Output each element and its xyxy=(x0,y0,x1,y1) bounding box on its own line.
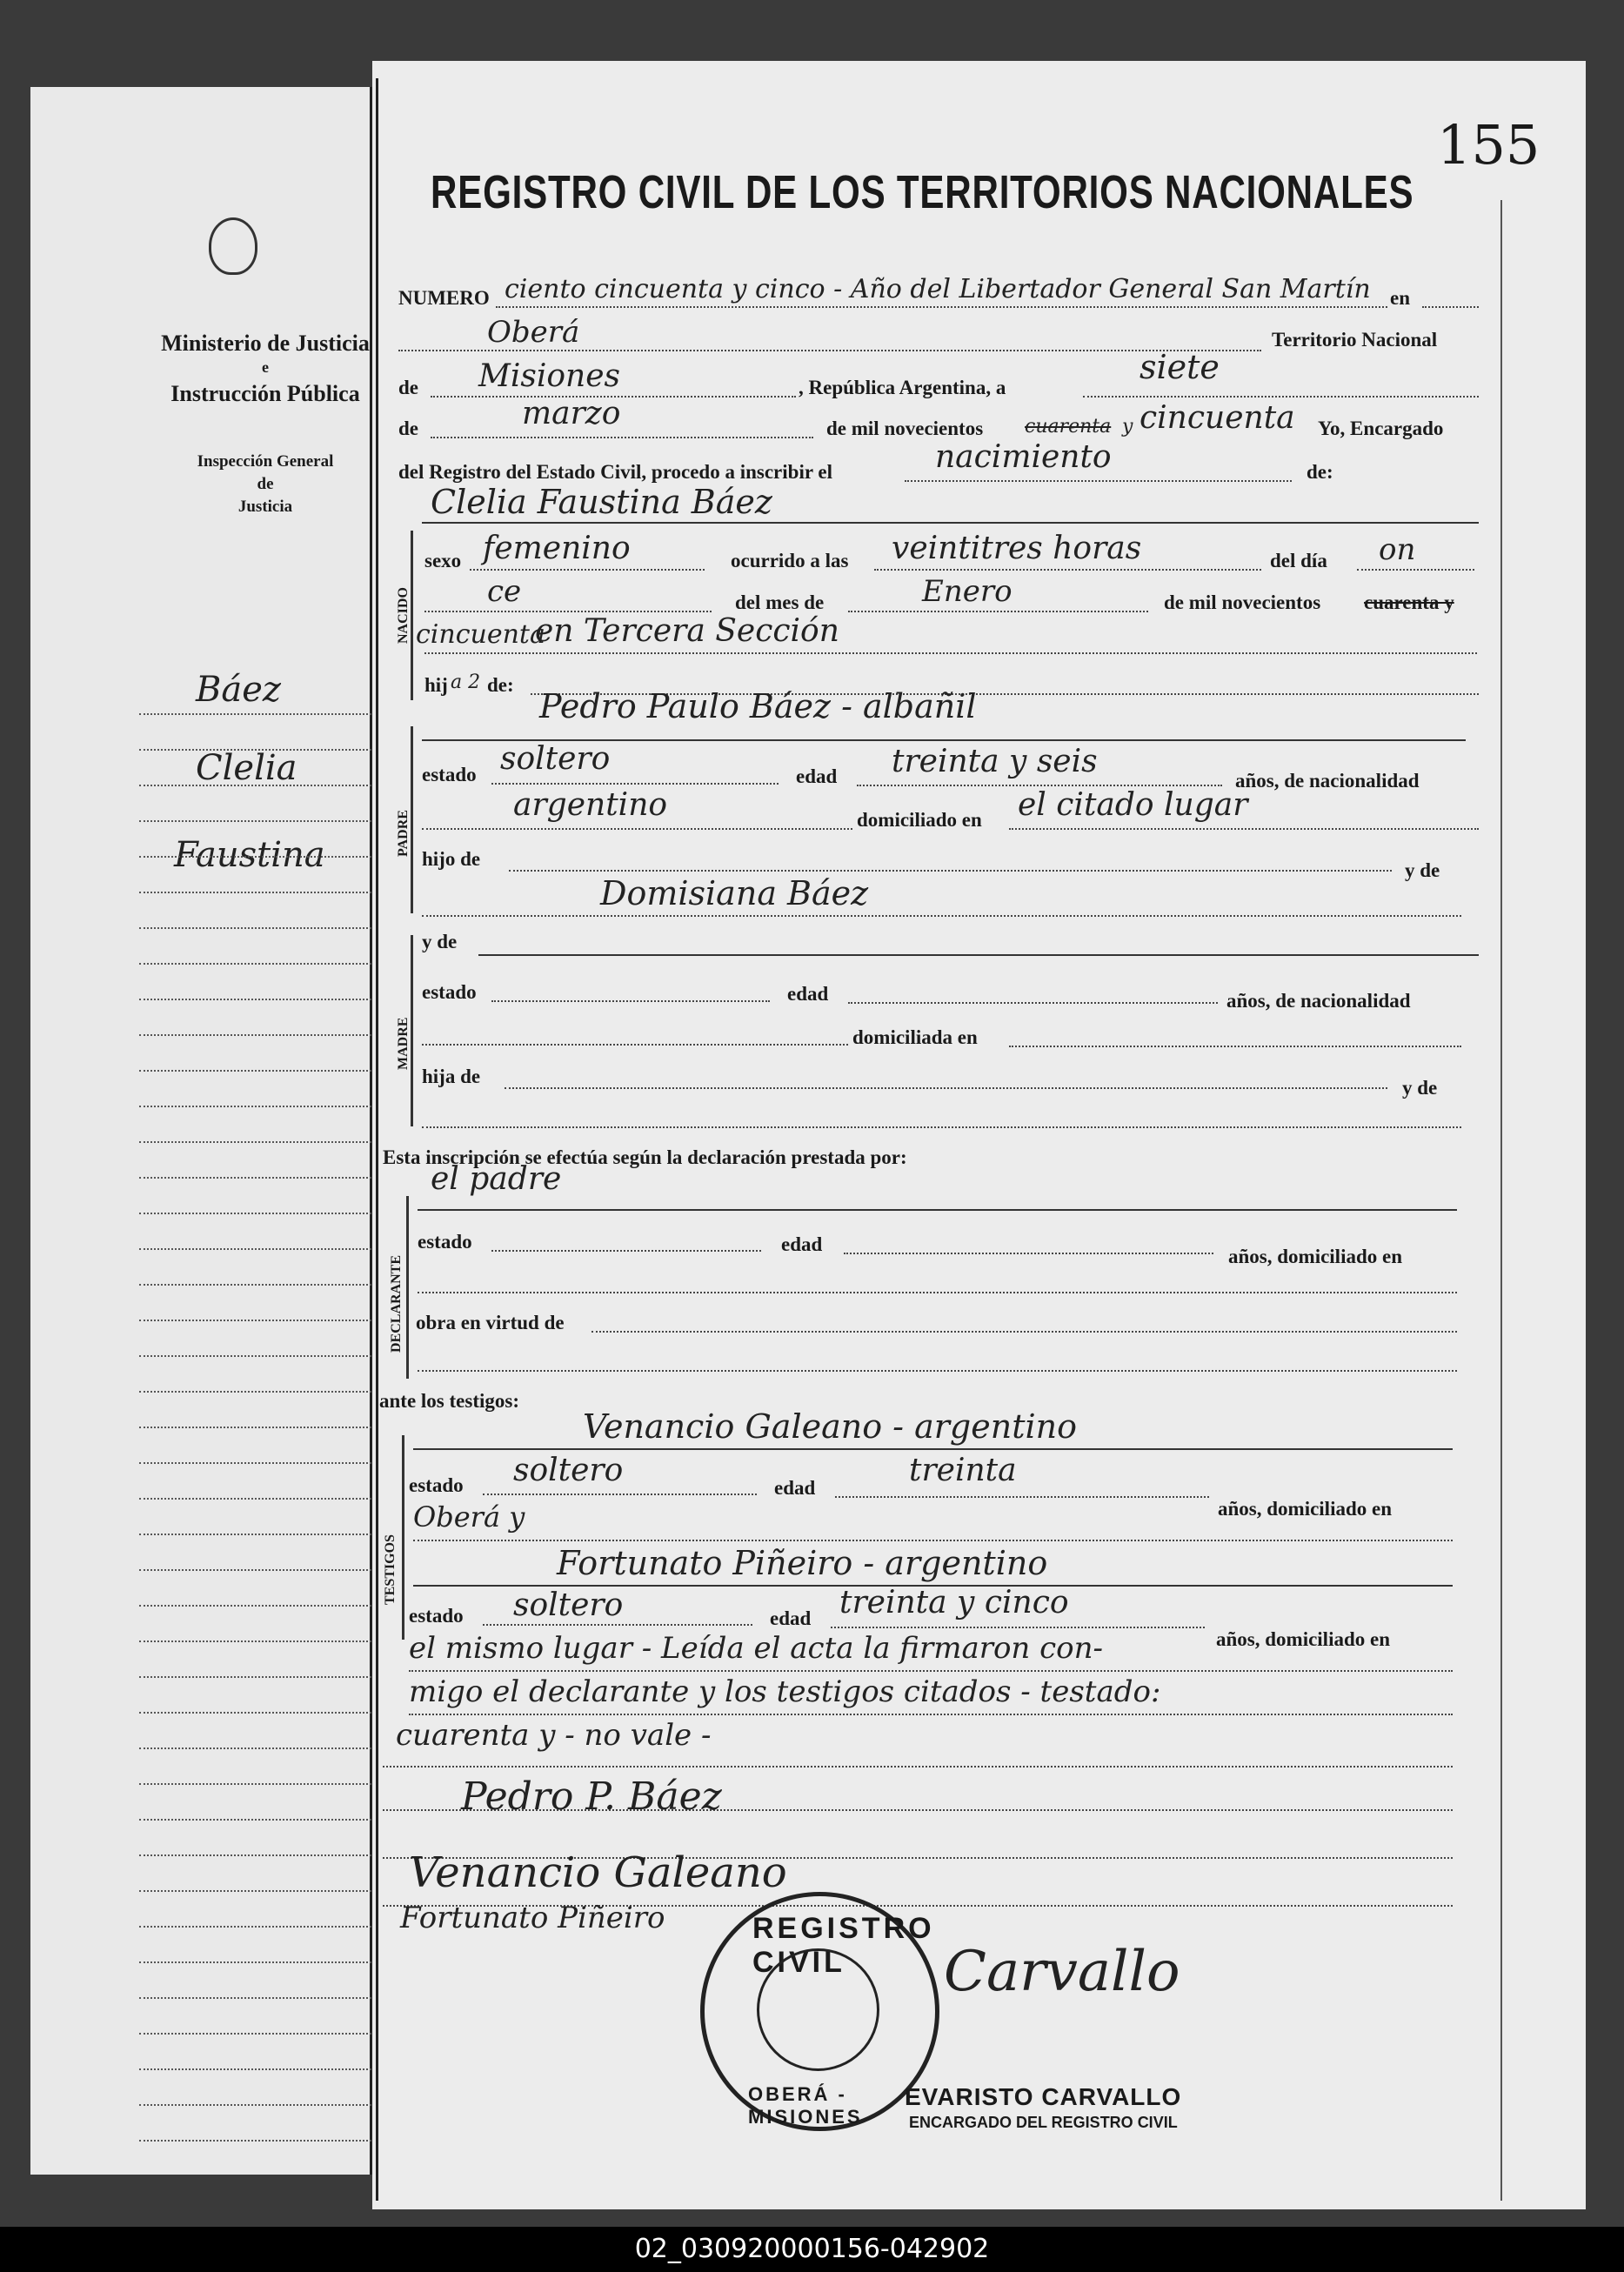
hw-t1-estado: soltero xyxy=(513,1453,624,1488)
margin-ruled-line xyxy=(139,1890,378,1892)
mes-nac-line xyxy=(848,611,1148,612)
label-ocurrido: ocurrido a las xyxy=(731,550,849,571)
sexo-line xyxy=(470,569,705,571)
dom-d-line xyxy=(418,1292,1457,1293)
label-estado-m: estado xyxy=(422,981,477,1003)
label-yo-encargado: Yo, Encargado xyxy=(1318,418,1444,439)
coat-of-arms-icon xyxy=(209,217,257,275)
page-number: 155 xyxy=(1437,113,1540,177)
inspection-line2: de xyxy=(257,475,274,493)
signature-officer: Carvallo xyxy=(944,1940,1180,2004)
hw-testigo1: Venancio Galeano - argentino xyxy=(583,1407,1077,1446)
dia-nac-line xyxy=(1357,569,1474,571)
hw-nombre: Clelia Faustina Báez xyxy=(431,483,772,521)
obra-line-2 xyxy=(418,1370,1457,1372)
margin-ruled-line xyxy=(139,1641,378,1642)
testigos-bracket xyxy=(402,1435,404,1640)
label-territorio: Territorio Nacional xyxy=(1272,329,1438,351)
hw-mes-nac: Enero xyxy=(922,574,1012,609)
hw-dia-nac-a: on xyxy=(1379,532,1416,567)
hw-declarante: el padre xyxy=(431,1161,562,1197)
label-de-mil-nov: de mil novecientos xyxy=(1164,591,1321,613)
hw-anio-nac-tachado: cuarenta y xyxy=(1364,591,1454,613)
hw-numero: ciento cincuenta y cinco - Año del Libertador General San Martín xyxy=(505,274,1371,304)
hw-cierre3: cuarenta y - no vale - xyxy=(396,1718,712,1753)
margin-ruled-line xyxy=(139,2033,378,2035)
hw-cierre1: el mismo lugar - Leída el acta la firmaron con- xyxy=(409,1631,1104,1666)
margin-ruled-line xyxy=(139,1997,378,1999)
hw-anio: cincuenta xyxy=(1139,400,1295,436)
label-edad-d: edad xyxy=(781,1233,823,1255)
form-right-rule xyxy=(1500,200,1502,2201)
hw-t1-edad: treinta xyxy=(909,1453,1017,1488)
hw-hijo-num: a 2 xyxy=(451,672,481,693)
hw-t2-edad: treinta y cinco xyxy=(839,1585,1069,1620)
estado-p-line xyxy=(491,783,779,785)
margin-ruled-line xyxy=(139,1106,378,1107)
label-de-2: de xyxy=(398,418,418,439)
margin-ruled-line xyxy=(139,963,378,965)
localidad-line xyxy=(398,350,1261,351)
hw-abuela: Domisiana Báez xyxy=(600,874,869,912)
hw-padre-nac: argentino xyxy=(513,787,668,823)
edad-p-line xyxy=(857,785,1222,786)
margin-ruled-line xyxy=(139,1070,378,1072)
edad-m-line xyxy=(848,1002,1218,1004)
margin-ruled-line xyxy=(139,785,378,786)
label-estado-t2: estado xyxy=(409,1605,464,1627)
margin-ruled-line xyxy=(139,1427,378,1428)
margin-ruled-line xyxy=(139,2140,378,2142)
margin-name1: Clelia xyxy=(196,748,297,788)
acto-line xyxy=(905,480,1292,482)
label-de-1: de xyxy=(398,377,418,398)
hw-padre-estado: soltero xyxy=(500,741,611,777)
inspection-line1: Inspección General xyxy=(197,452,334,471)
side-madre: MADRE xyxy=(396,1017,411,1070)
nombre-rule xyxy=(422,522,1479,524)
ministry-line3: Instrucción Pública xyxy=(170,381,360,406)
edad-t2-line xyxy=(831,1627,1205,1628)
label-hijo-de: hijo de xyxy=(422,848,481,870)
hw-acto: nacimiento xyxy=(935,439,1112,475)
margin-ruled-line xyxy=(139,856,378,858)
margin-ruled-line xyxy=(139,1569,378,1571)
label-del-dia: del día xyxy=(1270,550,1327,571)
dom-m-line xyxy=(1009,1046,1461,1047)
cierre2-line xyxy=(409,1714,1453,1715)
label-anos-nac-m: años, de nacionalidad xyxy=(1226,990,1411,1012)
hw-mes: marzo xyxy=(522,396,621,431)
margin-ruled-line xyxy=(139,1961,378,1963)
ministry-line2: e xyxy=(262,358,269,376)
hw-hora: veintitres horas xyxy=(892,531,1142,566)
hw-cierre2: migo el declarante y los testigos citados - testado: xyxy=(409,1674,1161,1709)
label-del-registro: del Registro del Estado Civil, procedo a inscribir el xyxy=(398,461,832,483)
margin-ruled-line xyxy=(139,1605,378,1607)
label-republica: , República Argentina, a xyxy=(799,377,1006,398)
margin-ruled-line xyxy=(139,1177,378,1179)
hw-padre-dom: el citado lugar xyxy=(1018,787,1248,823)
label-hij-de: de: xyxy=(487,674,514,696)
hw-testigo2: Fortunato Piñeiro - argentino xyxy=(557,1544,1048,1582)
cierre1-line xyxy=(409,1670,1453,1672)
label-esta-inscripcion: Esta inscripción se efectúa según la declaración prestada por: xyxy=(383,1146,907,1168)
margin-surname: Báez xyxy=(196,670,281,710)
declarante-rule xyxy=(418,1209,1457,1211)
officer-role: ENCARGADO DEL REGISTRO CIVIL xyxy=(909,2114,1178,2131)
stamp-top-text: REGISTRO CIVIL xyxy=(752,1912,935,1979)
edad-d-line xyxy=(844,1253,1213,1254)
margin-ruled-line xyxy=(139,1141,378,1143)
label-edad-t1: edad xyxy=(774,1477,816,1499)
side-testigos: TESTIGOS xyxy=(383,1534,398,1605)
label-estado-t1: estado xyxy=(409,1474,464,1496)
ministry-line1: Ministerio de Justicia xyxy=(161,331,370,356)
margin-ruled-line xyxy=(139,1284,378,1286)
label-de-mil: de mil novecientos xyxy=(826,418,984,439)
label-hija-de: hija de xyxy=(422,1066,481,1087)
label-edad-t2: edad xyxy=(770,1607,812,1629)
hw-t2-estado: soltero xyxy=(513,1587,624,1623)
estado-m-line xyxy=(491,1000,770,1002)
officer-name: EVARISTO CARVALLO xyxy=(905,2083,1182,2110)
left-margin-page xyxy=(30,87,372,2175)
form-title: REGISTRO CIVIL DE LOS TERRITORIOS NACIONALES xyxy=(431,166,1414,218)
margin-ruled-line xyxy=(139,820,378,822)
hw-dia-nac-b: ce xyxy=(487,574,522,609)
signature-witness1: Venancio Galeano xyxy=(409,1848,787,1897)
margin-ruled-line xyxy=(139,1676,378,1678)
margin-ruled-line xyxy=(139,1747,378,1749)
mes-line xyxy=(431,437,813,438)
estado-t2-line xyxy=(483,1624,752,1626)
margin-ruled-line xyxy=(139,2068,378,2070)
label-anos-dom-d: años, domiciliado en xyxy=(1228,1246,1403,1267)
margin-ruled-line xyxy=(139,1462,378,1464)
margin-ruled-line xyxy=(139,1926,378,1928)
label-numero: NUMERO xyxy=(398,287,490,309)
label-estado-p: estado xyxy=(422,764,477,785)
label-de-colon: de: xyxy=(1307,461,1333,483)
label-en: en xyxy=(1390,287,1410,309)
margin-name2: Faustina xyxy=(174,835,325,875)
label-anos-dom-t2: años, domiciliado en xyxy=(1216,1628,1391,1650)
dia-line xyxy=(1083,396,1479,398)
margin-ruled-line xyxy=(139,1213,378,1214)
signature-witness2: Fortunato Piñeiro xyxy=(400,1901,665,1935)
margin-ruled-line xyxy=(139,1712,378,1714)
stamp-emblem-icon xyxy=(757,1948,879,2071)
label-edad-m: edad xyxy=(787,983,829,1005)
hw-anio-y: y xyxy=(1122,416,1133,438)
obra-line xyxy=(591,1331,1457,1333)
margin-ruled-line xyxy=(139,999,378,1000)
margin-ruled-line xyxy=(139,1854,378,1856)
lugar-line xyxy=(424,652,1477,654)
label-hij: hij xyxy=(424,674,448,696)
margin-ruled-line xyxy=(139,749,378,751)
margin-ruled-line xyxy=(139,1534,378,1535)
edad-t1-line xyxy=(835,1496,1209,1498)
hw-anio-nac: cincuenta xyxy=(416,619,545,650)
abuela-line xyxy=(422,915,1461,917)
margin-ruled-line xyxy=(139,1248,378,1250)
label-anos-dom-t1: años, domiciliado en xyxy=(1218,1498,1393,1520)
margin-ruled-line xyxy=(139,927,378,929)
inspection-line3: Justicia xyxy=(237,498,293,516)
hw-t1-dom: Oberá y xyxy=(413,1500,525,1534)
margin-ruled-line xyxy=(139,1034,378,1036)
testigo1-rule xyxy=(413,1448,1453,1450)
label-obra-virtud: obra en virtud de xyxy=(416,1312,565,1333)
image-id-footer: 02_030920000156-042902 xyxy=(0,2227,1624,2272)
dia-nac-line-2 xyxy=(424,611,712,612)
hw-territorio: Misiones xyxy=(478,358,621,394)
estado-t1-line xyxy=(483,1494,757,1495)
margin-ruled-line xyxy=(139,892,378,893)
label-y-de-m: y de xyxy=(422,931,458,952)
side-declarante: DECLARANTE xyxy=(389,1254,404,1353)
hija-de-line xyxy=(505,1087,1387,1089)
label-y-de-p: y de xyxy=(1405,859,1440,881)
abuela-m-line xyxy=(422,1126,1461,1128)
hw-anio-tachado: cuarenta xyxy=(1025,416,1112,438)
margin-ruled-line xyxy=(139,1355,378,1357)
side-nacido: NACIDO xyxy=(396,587,411,644)
numero-line xyxy=(496,306,1387,308)
label-y-de-m2: y de xyxy=(1402,1077,1438,1099)
hijo-de-line xyxy=(509,870,1392,872)
margin-ruled-line xyxy=(139,1391,378,1393)
margin-ruled-line xyxy=(139,1320,378,1321)
hw-dia: siete xyxy=(1139,348,1220,386)
label-dom-m: domiciliada en xyxy=(852,1026,978,1048)
declarante-bracket xyxy=(406,1196,409,1379)
label-estado-d: estado xyxy=(418,1231,472,1253)
label-del-mes: del mes de xyxy=(735,591,825,613)
label-anos-nac-p: años, de nacionalidad xyxy=(1235,770,1420,792)
hw-lugar: en Tercera Sección xyxy=(535,613,839,649)
label-edad-p: edad xyxy=(796,765,838,787)
margin-ruled-line xyxy=(139,1783,378,1785)
margin-ruled-line xyxy=(139,1819,378,1821)
signature-father: Pedro P. Báez xyxy=(461,1774,722,1819)
dom-p-line xyxy=(1009,828,1479,830)
hw-sexo: femenino xyxy=(483,531,631,566)
dom-t1-line xyxy=(413,1540,1453,1541)
hora-line xyxy=(874,569,1261,571)
nac-p-line xyxy=(422,828,852,830)
margin-ruled-line xyxy=(139,1498,378,1500)
hw-padre: Pedro Paulo Báez - albañil xyxy=(539,687,977,725)
margin-ruled-line xyxy=(139,713,378,715)
hw-padre-edad: treinta y seis xyxy=(892,744,1098,779)
registry-seal-stamp xyxy=(700,1892,939,2131)
label-ante-testigos: ante los testigos: xyxy=(379,1390,519,1412)
margin-ruled-line xyxy=(139,2104,378,2106)
hw-localidad: Oberá xyxy=(487,315,580,350)
estado-d-line xyxy=(491,1250,761,1252)
en-line xyxy=(1422,306,1479,308)
label-dom-p: domiciliado en xyxy=(857,809,982,831)
form-left-rule xyxy=(376,78,378,2201)
stamp-bottom-text: OBERÁ - MISIONES xyxy=(748,2083,863,2128)
side-padre: PADRE xyxy=(396,810,411,857)
cierre3-line xyxy=(383,1766,1453,1767)
nac-m-line xyxy=(422,1044,848,1046)
madre-rule xyxy=(478,954,1479,956)
label-sexo: sexo xyxy=(424,550,462,571)
